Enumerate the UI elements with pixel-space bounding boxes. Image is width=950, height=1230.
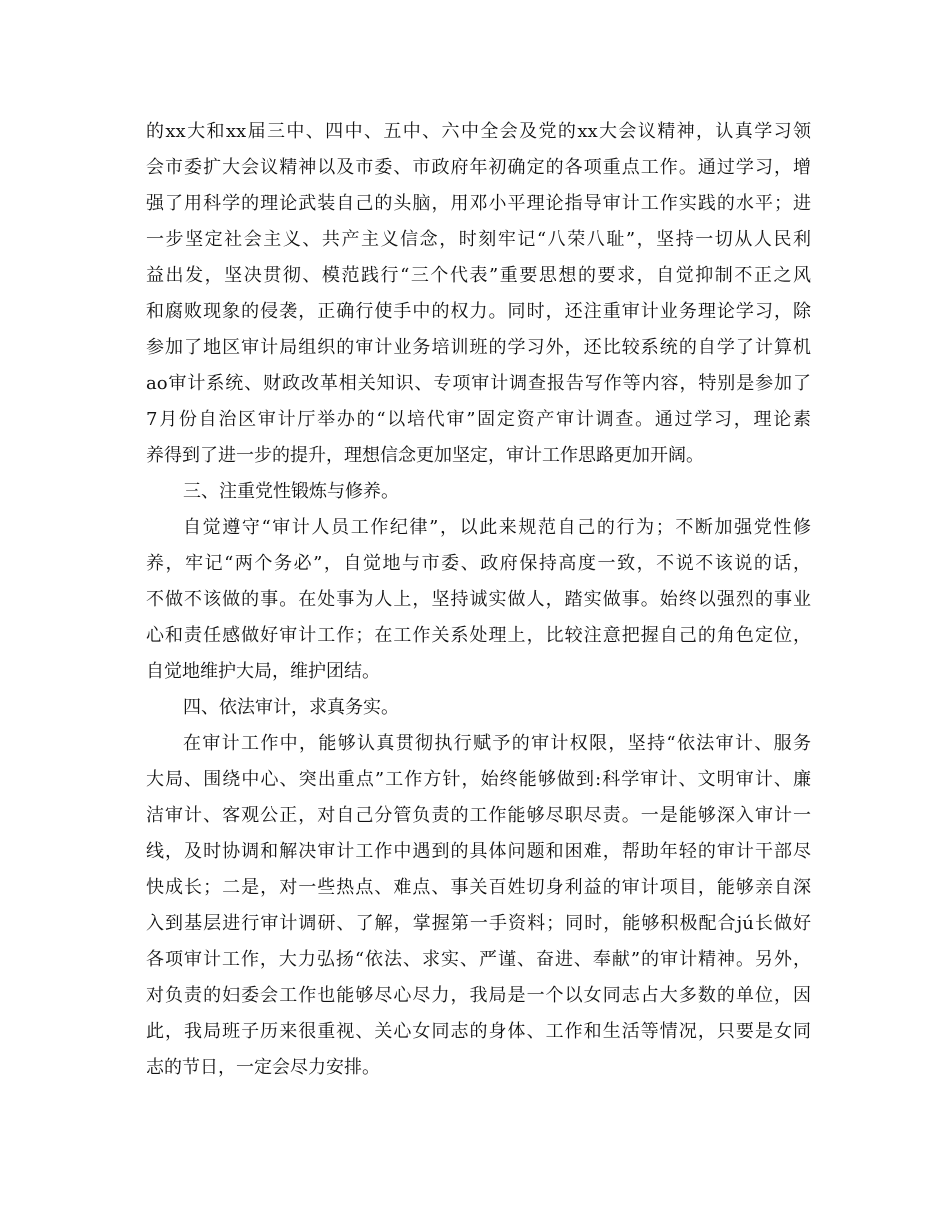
body-text	[146, 114, 811, 1086]
text-line: ao审计系统、财政改革相关知识、专项审计调查报告写作等内容，特别是参加了	[146, 373, 811, 394]
section-heading: 三、注重党性锻炼与修养。	[183, 481, 399, 502]
text-line: 不做不该做的事。在处事为人上，坚持诚实做人，踏实做事。始终以强烈的事业	[146, 589, 811, 610]
text-line: 线，及时协调和解决审计工作中遇到的具体问题和困难，帮助年轻的审计干部尽	[146, 841, 811, 862]
text-line: 大局、围绕中心、突出重点”工作方针，始终能够做到:科学审计、文明审计、廉	[146, 769, 811, 790]
text-line: 入到基层进行审计调研、了解，掌握第一手资料；同时，能够积极配合jú长做好	[146, 913, 811, 934]
text-line: 对负责的妇委会工作也能够尽心尽力，我局是一个以女同志占大多数的单位，因	[146, 985, 811, 1006]
text-line: 在审计工作中，能够认真贯彻执行赋予的审计权限，坚持“依法审计、服务	[183, 733, 811, 754]
text-line: 养得到了进一步的提升，理想信念更加坚定，审计工作思路更加开阔。	[146, 445, 704, 466]
text-line: 洁审计、客观公正，对自己分管负责的工作能够尽职尽责。一是能够深入审计一	[146, 805, 811, 826]
text-line: 益出发，坚决贯彻、模范践行“三个代表”重要思想的要求，自觉抑制不正之风	[146, 265, 811, 286]
text-line: 各项审计工作，大力弘扬“依法、求实、严谨、奋进、奉献”的审计精神。另外，	[146, 949, 811, 970]
text-line: 心和责任感做好审计工作；在工作关系处理上，比较注意把握自己的角色定位，	[146, 625, 811, 646]
section-heading: 四、依法审计，求真务实。	[183, 697, 399, 718]
text-line: 强了用科学的理论武装自己的头脑，用邓小平理论指导审计工作实践的水平；进	[146, 193, 811, 214]
text-line: 7月份自治区审计厅举办的“以培代审”固定资产审计调查。通过学习，理论素	[146, 409, 811, 430]
text-line: 此，我局班子历来很重视、关心女同志的身体、工作和生活等情况，只要是女同	[146, 1021, 811, 1042]
text-line: 志的节日，一定会尽力安排。	[146, 1057, 380, 1078]
text-line: 一步坚定社会主义、共产主义信念，时刻牢记“八荣八耻”，坚持一切从人民利	[146, 229, 811, 250]
text-line: 快成长；二是，对一些热点、难点、事关百姓切身利益的审计项目，能够亲自深	[146, 877, 811, 898]
text-line: 的xx大和xx届三中、四中、五中、六中全会及党的xx大会议精神，认真学习领	[146, 121, 811, 142]
text-line: 自觉遵守“审计人员工作纪律”，以此来规范自己的行为；不断加强党性修	[183, 517, 811, 538]
text-line: 自觉地维护大局，维护团结。	[146, 661, 380, 682]
text-line: 会市委扩大会议精神以及市委、市政府年初确定的各项重点工作。通过学习，增	[146, 157, 811, 178]
text-line: 参加了地区审计局组织的审计业务培训班的学习外，还比较系统的自学了计算机	[146, 337, 811, 358]
text-line: 和腐败现象的侵袭，正确行使手中的权力。同时，还注重审计业务理论学习，除	[146, 301, 811, 322]
text-line: 养，牢记“两个务必”，自觉地与市委、政府保持高度一致，不说不该说的话，	[146, 553, 811, 574]
